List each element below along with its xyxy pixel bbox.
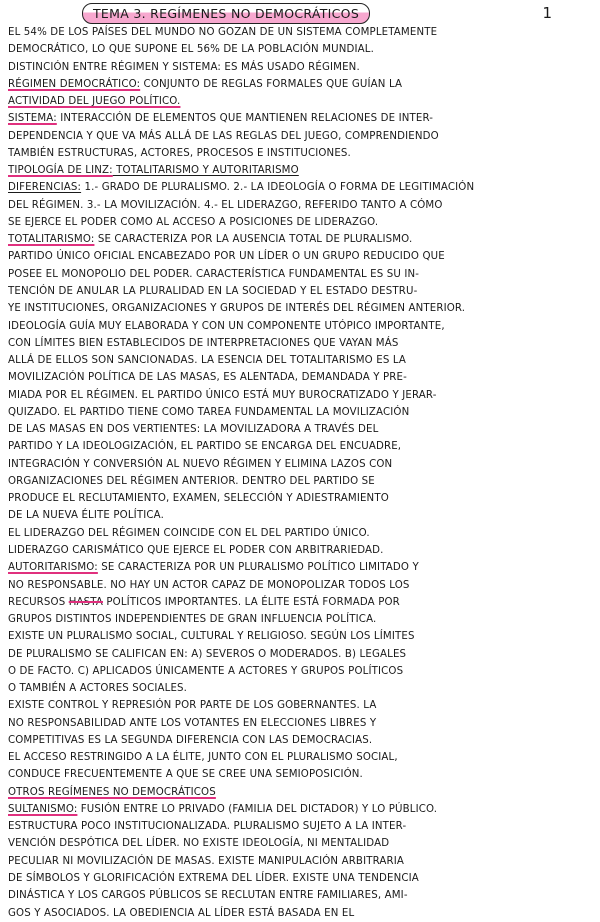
heading-term: ACTIVIDAD DEL JUEGO POLÍTICO. bbox=[8, 96, 181, 108]
page-title: TEMA 3. REGÍMENES NO DEMOCRÁTICOS bbox=[82, 3, 370, 24]
note-text: DEMOCRÁTICO, LO QUE SUPONE EL 56% DE LA POBLACIÓN MUNDIAL. bbox=[8, 44, 374, 56]
note-line bbox=[8, 905, 588, 922]
note-text: SE EJERCE EL PODER COMO AL ACCESO A POSICIONES DE LIDERAZGO. bbox=[8, 216, 379, 228]
note-line bbox=[8, 697, 588, 714]
note-line bbox=[8, 594, 588, 611]
note-line bbox=[8, 818, 588, 835]
heading-term: TIPOLOGÍA DE LINZ: bbox=[8, 165, 113, 177]
page-number: 1 bbox=[542, 4, 552, 22]
heading-term: RÉGIMEN DEMOCRÁTICO: bbox=[8, 78, 141, 90]
heading-term: OTROS REGÍMENES NO DEMOCRÁTICOS bbox=[8, 786, 216, 798]
note-line bbox=[8, 214, 588, 231]
note-text: VENCIÓN DESPÓTICA DEL LÍDER. NO EXISTE IDEOLOGÍA, NI MENTALIDAD bbox=[8, 838, 390, 850]
note-text: PARTIDO Y LA IDEOLOGIZACIÓN, EL PARTIDO SE ENCARGA DEL ENCUADRE, bbox=[8, 441, 402, 453]
note-text: POSEE EL MONOPOLIO DEL PODER. CARACTERÍSTICA FUNDAMENTAL ES SU IN- bbox=[8, 268, 420, 280]
note-text: EXISTE UN PLURALISMO SOCIAL, CULTURAL Y RELIGIOSO. SEGÚN LOS LÍMITES bbox=[8, 631, 415, 643]
marked-text: TOTALITARISMO Y AUTORITARISMO bbox=[112, 165, 299, 177]
note-text: POLÍTICOS IMPORTANTES. LA ÉLITE ESTÁ FORMADA POR bbox=[102, 596, 400, 608]
note-line bbox=[8, 387, 588, 404]
note-line bbox=[8, 646, 588, 663]
note-text: QUIZADO. EL PARTIDO TIENE COMO TAREA FUNDAMENTAL LA MOVILIZACIÓN bbox=[8, 406, 410, 418]
note-line bbox=[8, 24, 588, 41]
note-line bbox=[8, 300, 588, 317]
note-text: MOVILIZACIÓN POLÍTICA DE LAS MASAS, ES ALENTADA, DEMANDADA Y PRE- bbox=[8, 372, 407, 384]
note-text: ESTRUCTURA POCO INSTITUCIONALIZADA. PLURALISMO SUJETO A LA INTER- bbox=[8, 821, 407, 833]
note-line bbox=[8, 577, 588, 594]
note-text: O DE FACTO. C) APLICADOS ÚNICAMENTE A ACTORES Y GRUPOS POLÍTICOS bbox=[8, 665, 404, 677]
note-text: ORGANIZACIONES DEL RÉGIMEN ANTERIOR. DENTRO DEL PARTIDO SE bbox=[8, 475, 375, 487]
note-line bbox=[8, 525, 588, 542]
note-text: DEL RÉGIMEN. 3.- LA MOVILIZACIÓN. 4.- EL LIDERAZGO, REFERIDO TANTO A CÓMO bbox=[8, 199, 443, 211]
note-text: O TAMBIÉN A ACTORES SOCIALES. bbox=[8, 683, 188, 695]
heading-term: AUTORITARISMO: bbox=[8, 562, 98, 574]
note-text: RECURSOS bbox=[8, 596, 69, 608]
note-text: CONDUCE FRECUENTEMENTE A QUE SE CREE UNA SEMIOPOSICIÓN. bbox=[8, 769, 363, 781]
note-line bbox=[8, 59, 588, 76]
note-line bbox=[8, 231, 588, 248]
note-text: ALLÁ DE ELLOS SON SANCIONADAS. LA ESENCIA DEL TOTALITARISMO ES LA bbox=[8, 355, 407, 367]
note-line bbox=[8, 318, 588, 335]
note-line bbox=[8, 628, 588, 645]
note-text: SE CARACTERIZA POR LA AUSENCIA TOTAL DE PLURALISMO. bbox=[94, 234, 413, 246]
note-line bbox=[8, 335, 588, 352]
note-line bbox=[8, 766, 588, 783]
note-line bbox=[8, 283, 588, 300]
note-line bbox=[8, 680, 588, 697]
note-text: EL ACCESO RESTRINGIDO A LA ÉLITE, JUNTO CON EL PLURALISMO SOCIAL, bbox=[8, 752, 398, 764]
note-text: COMPETITIVAS ES LA SEGUNDA DIFERENCIA CON LAS DEMOCRACIAS. bbox=[8, 734, 373, 746]
note-line bbox=[8, 559, 588, 576]
note-text: DE LAS MASAS EN DOS VERTIENTES: LA MOVILIZADORA A TRAVÉS DEL bbox=[8, 424, 379, 436]
note-line bbox=[8, 128, 588, 145]
note-line bbox=[8, 93, 588, 110]
note-line bbox=[8, 162, 588, 179]
note-text: PARTIDO ÚNICO OFICIAL ENCABEZADO POR UN LÍDER O UN GRUPO REDUCIDO QUE bbox=[8, 251, 445, 263]
page-header bbox=[82, 3, 370, 23]
note-line bbox=[8, 732, 588, 749]
note-text: DISTINCIÓN ENTRE RÉGIMEN Y SISTEMA: ES MÁS USADO RÉGIMEN. bbox=[8, 61, 360, 73]
note-text: DE SÍMBOLOS Y GLORIFICACIÓN EXTREMA DEL LÍDER. EXISTE UNA TENDENCIA bbox=[8, 873, 419, 885]
note-text: 1.- GRADO DE PLURALISMO. 2.- LA IDEOLOGÍA O FORMA DE LEGITIMACIÓN bbox=[81, 182, 475, 194]
note-text: EL 54% DE LOS PAÍSES DEL MUNDO NO GOZAN DE UN SISTEMA COMPLETAMENTE bbox=[8, 27, 438, 38]
note-line bbox=[8, 266, 588, 283]
note-text: NO RESPONSABLE. NO HAY UN ACTOR CAPAZ DE MONOPOLIZAR TODOS LOS bbox=[8, 579, 410, 591]
note-text: LIDERAZGO CARISMÁTICO QUE EJERCE EL PODER CON ARBITRARIEDAD. bbox=[8, 544, 384, 556]
note-text: TENCIÓN DE ANULAR LA PLURALIDAD EN LA SOCIEDAD Y EL ESTADO DESTRU- bbox=[8, 285, 418, 297]
note-text: TAMBIÉN ESTRUCTURAS, ACTORES, PROCESOS E INSTITUCIONES. bbox=[8, 147, 351, 159]
note-line bbox=[8, 715, 588, 732]
note-text: DEPENDENCIA Y QUE VA MÁS ALLÁ DE LAS REGLAS DEL JUEGO, COMPRENDIENDO bbox=[8, 130, 439, 142]
note-text: YE INSTITUCIONES, ORGANIZACIONES Y GRUPOS DE INTERÉS DEL RÉGIMEN ANTERIOR. bbox=[8, 303, 466, 315]
note-text: EXISTE CONTROL Y REPRESIÓN POR PARTE DE LOS GOBERNANTES. LA bbox=[8, 700, 377, 712]
note-line bbox=[8, 853, 588, 870]
note-line bbox=[8, 801, 588, 818]
note-text: PRODUCE EL RECLUTAMIENTO, EXAMEN, SELECCIÓN Y ADIESTRAMIENTO bbox=[8, 493, 389, 505]
note-line bbox=[8, 248, 588, 265]
note-line bbox=[8, 421, 588, 438]
heading-term: SISTEMA: bbox=[8, 113, 57, 125]
marked-text: HASTA bbox=[68, 596, 103, 608]
note-line bbox=[8, 835, 588, 852]
note-line bbox=[8, 369, 588, 386]
note-line bbox=[8, 179, 588, 196]
note-text: DE LA NUEVA ÉLITE POLÍTICA. bbox=[8, 510, 164, 522]
note-line bbox=[8, 887, 588, 904]
note-line bbox=[8, 110, 588, 127]
note-text: SE CARACTERIZA POR UN PLURALISMO POLÍTICO LIMITADO Y bbox=[97, 562, 419, 574]
note-line bbox=[8, 352, 588, 369]
note-text: DINÁSTICA Y LOS CARGOS PÚBLICOS SE RECLUTAN ENTRE FAMILIARES, AMI- bbox=[8, 890, 408, 902]
note-line bbox=[8, 749, 588, 766]
note-line bbox=[8, 456, 588, 473]
note-line bbox=[8, 473, 588, 490]
note-text: NO RESPONSABILIDAD ANTE LOS VOTANTES EN ELECCIONES LIBRES Y bbox=[8, 717, 377, 729]
note-text: IDEOLOGÍA GUÍA MUY ELABORADA Y CON UN COMPONENTE UTÓPICO IMPORTANTE, bbox=[8, 320, 445, 332]
note-line bbox=[8, 490, 588, 507]
note-text: MIADA POR EL RÉGIMEN. EL PARTIDO ÚNICO ESTÁ MUY BUROCRATIZADO Y JERAR- bbox=[8, 389, 437, 401]
note-line bbox=[8, 76, 588, 93]
note-line bbox=[8, 197, 588, 214]
note-line bbox=[8, 784, 588, 801]
note-line bbox=[8, 542, 588, 559]
note-text: FUSIÓN ENTRE LO PRIVADO (FAMILIA DEL DICTADOR) Y LO PÚBLICO. bbox=[77, 803, 438, 815]
note-text: GOS Y ASOCIADOS. LA OBEDIENCIA AL LÍDER ESTÁ BASADA EN EL bbox=[8, 907, 355, 919]
note-text: EL LIDERAZGO DEL RÉGIMEN COINCIDE CON EL DEL PARTIDO ÚNICO. bbox=[8, 527, 370, 539]
note-line bbox=[8, 41, 588, 58]
note-text: INTERACCIÓN DE ELEMENTOS QUE MANTIENEN RELACIONES DE INTER- bbox=[56, 113, 434, 125]
note-line bbox=[8, 663, 588, 680]
note-line bbox=[8, 145, 588, 162]
handwritten-notes bbox=[8, 24, 588, 922]
heading-term: SULTANISMO: bbox=[8, 803, 78, 815]
note-text: PECULIAR NI MOVILIZACIÓN DE MASAS. EXISTE MANIPULACIÓN ARBITRARIA bbox=[8, 855, 405, 867]
note-text: CONJUNTO DE REGLAS FORMALES QUE GUÍAN LA bbox=[140, 78, 403, 90]
note-line bbox=[8, 870, 588, 887]
note-line bbox=[8, 507, 588, 524]
note-text: DE PLURALISMO SE CALIFICAN EN: A) SEVEROS O MODERADOS. B) LEGALES bbox=[8, 648, 407, 660]
heading-term: TOTALITARISMO: bbox=[8, 234, 95, 246]
note-text: CON LÍMITES BIEN ESTABLECIDOS DE INTERPRETACIONES QUE VAYAN MÁS bbox=[8, 337, 399, 349]
marked-text: DIFERENCIAS: bbox=[8, 182, 82, 194]
note-text: GRUPOS DISTINTOS INDEPENDIENTES DE GRAN INFLUENCIA POLÍTICA. bbox=[8, 614, 377, 626]
note-line bbox=[8, 438, 588, 455]
note-text: INTEGRACIÓN Y CONVERSIÓN AL NUEVO RÉGIMEN Y ELIMINA LAZOS CON bbox=[8, 458, 393, 470]
note-line bbox=[8, 611, 588, 628]
note-line bbox=[8, 404, 588, 421]
